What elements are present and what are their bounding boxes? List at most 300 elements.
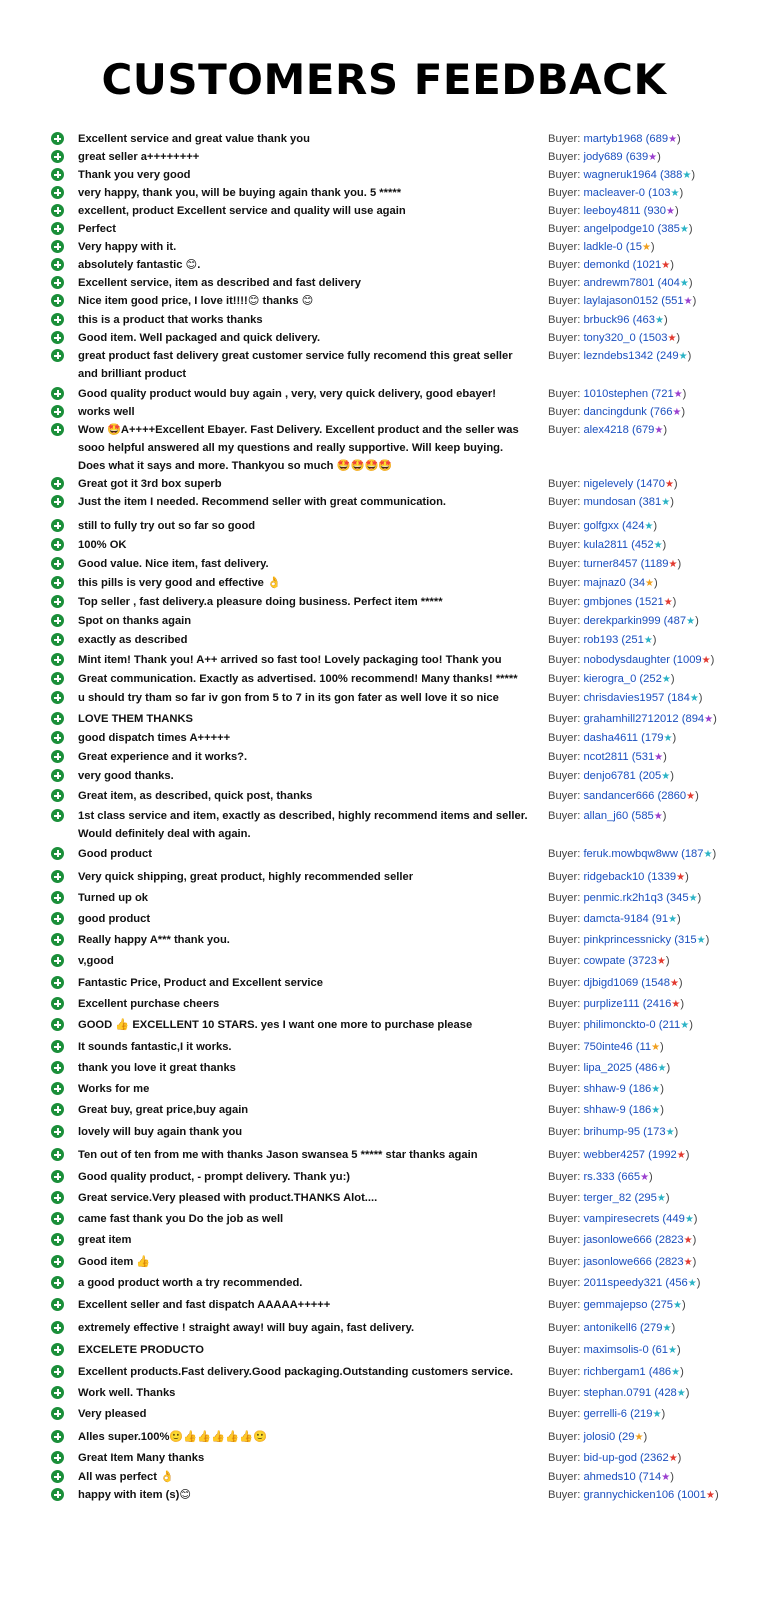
buyer-username-link[interactable]: denjo6781 xyxy=(583,770,636,782)
positive-feedback-icon xyxy=(51,1470,64,1483)
buyer-username-link[interactable]: rob193 xyxy=(583,634,619,646)
buyer-prefix: Buyer: xyxy=(548,732,584,744)
feedback-score[interactable]: 385 xyxy=(661,223,680,235)
feedback-score[interactable]: 428 xyxy=(658,1387,677,1399)
buyer-prefix: Buyer: xyxy=(548,332,584,344)
buyer-username-link[interactable]: turner8457 xyxy=(583,558,638,570)
positive-feedback-icon xyxy=(51,1407,64,1420)
buyer-username-link[interactable]: ahmeds10 xyxy=(583,1471,636,1483)
feedback-comment: v,good xyxy=(78,955,114,967)
buyer-prefix: Buyer: xyxy=(548,634,584,646)
score-close-paren: ) xyxy=(676,332,681,344)
star-icon: ★ xyxy=(669,978,679,989)
feedback-score[interactable]: 1470 xyxy=(640,478,665,490)
score-open-paren: ( xyxy=(660,615,668,627)
buyer-prefix: Buyer: xyxy=(548,496,584,508)
buyer-username-link[interactable]: shhaw-9 xyxy=(583,1083,626,1095)
buyer-username-link[interactable]: sandancer666 xyxy=(583,790,655,802)
buyer-username-link[interactable]: brbuck96 xyxy=(583,314,630,326)
positive-feedback-icon xyxy=(51,891,64,904)
feedback-score[interactable]: 61 xyxy=(655,1344,669,1356)
buyer-username-link[interactable]: grahamhill2712012 xyxy=(583,713,679,725)
feedback-score[interactable]: 1992 xyxy=(651,1149,677,1161)
positive-feedback-icon xyxy=(51,519,64,532)
buyer-info xyxy=(548,1146,689,1165)
feedback-comment: works well xyxy=(78,406,135,418)
score-close-paren: ) xyxy=(685,871,689,883)
score-close-paren: ) xyxy=(693,1213,698,1225)
buyer-username-link[interactable]: jolosi0 xyxy=(583,1431,616,1443)
buyer-prefix: Buyer: xyxy=(548,934,584,946)
feedback-score[interactable]: 381 xyxy=(642,496,662,508)
feedback-score[interactable]: 1009 xyxy=(676,654,702,666)
feedback-comment: very happy, thank you, will be buying again thank you. 5 ***** xyxy=(78,187,402,199)
buyer-username-link[interactable]: vampiresecrets xyxy=(583,1213,660,1225)
positive-feedback-icon xyxy=(51,954,64,967)
buyer-username-link[interactable]: leeboy4811 xyxy=(583,205,641,217)
feedback-comment: Works for me xyxy=(78,1083,150,1095)
buyer-username-link[interactable]: ladkle-0 xyxy=(583,241,623,253)
feedback-comment: Good value. Nice item, fast delivery. xyxy=(78,558,269,570)
buyer-username-link[interactable]: tony320_0 xyxy=(583,332,636,344)
buyer-username-link[interactable]: gmbjones xyxy=(583,596,632,608)
feedback-score[interactable]: 487 xyxy=(667,615,687,627)
buyer-username-link[interactable]: 1010stephen xyxy=(583,388,649,400)
buyer-prefix: Buyer: xyxy=(548,539,584,551)
feedback-score[interactable]: 219 xyxy=(633,1408,653,1420)
positive-feedback-icon xyxy=(51,477,64,490)
buyer-prefix: Buyer: xyxy=(548,151,584,163)
buyer-username-link[interactable]: golfgxx xyxy=(583,520,619,532)
feedback-comment: Excellent purchase cheers xyxy=(78,998,220,1010)
score-close-paren: ) xyxy=(673,478,678,490)
buyer-username-link[interactable]: rs.333 xyxy=(583,1171,615,1183)
score-open-paren: ( xyxy=(678,713,686,725)
feedback-score[interactable]: 1001 xyxy=(681,1489,706,1501)
feedback-score[interactable]: 2860 xyxy=(661,790,687,802)
feedback-score[interactable]: 679 xyxy=(635,424,655,436)
feedback-score[interactable]: 1548 xyxy=(645,977,670,989)
positive-feedback-icon xyxy=(51,1148,64,1161)
buyer-username-link[interactable]: richbergam1 xyxy=(583,1366,646,1378)
star-icon: ★ xyxy=(686,616,696,627)
feedback-score[interactable]: 1339 xyxy=(651,871,677,883)
buyer-info xyxy=(548,1059,670,1078)
feedback-score[interactable]: 3723 xyxy=(631,955,657,967)
buyer-username-link[interactable]: cowpate xyxy=(583,955,626,967)
score-close-paren: ) xyxy=(677,913,681,925)
buyer-username-link[interactable]: ncot2811 xyxy=(583,751,629,763)
positive-feedback-icon xyxy=(51,1343,64,1356)
star-icon: ★ xyxy=(656,1193,666,1204)
buyer-username-link[interactable]: derekparkin999 xyxy=(583,615,661,627)
positive-feedback-icon xyxy=(51,387,64,400)
star-icon: ★ xyxy=(651,1042,661,1053)
star-icon: ★ xyxy=(651,1105,661,1116)
score-open-paren: ( xyxy=(663,892,670,904)
feedback-score[interactable]: 186 xyxy=(632,1104,652,1116)
feedback-score[interactable]: 2823 xyxy=(658,1234,684,1246)
buyer-username-link[interactable]: martyb1968 xyxy=(583,133,643,145)
feedback-score[interactable]: 689 xyxy=(649,133,669,145)
feedback-score[interactable]: 463 xyxy=(636,314,655,326)
buyer-username-link[interactable]: webber4257 xyxy=(583,1149,646,1161)
star-icon: ★ xyxy=(653,540,663,551)
feedback-score[interactable]: 275 xyxy=(654,1299,674,1311)
score-close-paren: ) xyxy=(705,934,710,946)
buyer-username-link[interactable]: bid-up-god xyxy=(583,1452,637,1464)
score-close-paren: ) xyxy=(697,892,702,904)
buyer-username-link[interactable]: majnaz0 xyxy=(583,577,626,589)
buyer-info xyxy=(548,1231,696,1250)
feedback-score[interactable]: 665 xyxy=(621,1171,641,1183)
positive-feedback-icon xyxy=(51,1321,64,1334)
buyer-username-link[interactable]: purplize111 xyxy=(583,998,640,1010)
buyer-prefix: Buyer: xyxy=(548,1083,584,1095)
score-open-paren: ( xyxy=(659,1213,667,1225)
feedback-comment: Excellent seller and fast dispatch AAAAA+++++ xyxy=(78,1299,331,1311)
score-open-paren: ( xyxy=(635,770,643,782)
buyer-info xyxy=(548,729,676,748)
feedback-score[interactable]: 295 xyxy=(638,1192,657,1204)
buyer-prefix: Buyer: xyxy=(548,1256,584,1268)
buyer-username-link[interactable]: angelpodge10 xyxy=(583,223,655,235)
star-icon: ★ xyxy=(678,351,688,362)
buyer-username-link[interactable]: macleaver-0 xyxy=(583,187,646,199)
feedback-score[interactable]: 1503 xyxy=(642,332,668,344)
score-close-paren: ) xyxy=(660,1083,664,1095)
feedback-score[interactable]: 639 xyxy=(629,151,649,163)
score-open-paren: ( xyxy=(654,223,662,235)
buyer-info xyxy=(548,1016,693,1035)
buyer-username-link[interactable]: laylajason0152 xyxy=(583,295,659,307)
buyer-username-link[interactable]: kierogra_0 xyxy=(583,673,637,685)
buyer-username-link[interactable]: lipa_2025 xyxy=(583,1062,632,1074)
buyer-username-link[interactable]: terger_82 xyxy=(583,1192,632,1204)
buyer-prefix: Buyer: xyxy=(548,133,584,145)
score-close-paren: ) xyxy=(670,1471,674,1483)
buyer-info xyxy=(548,274,693,293)
buyer-username-link[interactable]: dasha4611 xyxy=(583,732,638,744)
feedback-score[interactable]: 766 xyxy=(653,406,673,418)
buyer-username-link[interactable]: pinkprincessnicky xyxy=(583,934,672,946)
score-open-paren: ( xyxy=(640,1126,647,1138)
score-close-paren: ) xyxy=(714,1489,719,1501)
positive-feedback-icon xyxy=(51,1170,64,1183)
feedback-comment: Excellent service and great value thank you xyxy=(78,133,310,145)
feedback-score[interactable]: 249 xyxy=(659,350,679,362)
feedback-score[interactable]: 531 xyxy=(635,751,655,763)
buyer-info xyxy=(548,148,661,167)
feedback-score[interactable]: 251 xyxy=(625,634,644,646)
feedback-score[interactable]: 15 xyxy=(629,241,642,253)
score-close-paren: ) xyxy=(666,1062,671,1074)
star-icon: ★ xyxy=(668,914,678,925)
feedback-score[interactable]: 486 xyxy=(652,1366,672,1378)
feedback-score[interactable]: 187 xyxy=(684,848,704,860)
feedback-comment: exactly as described xyxy=(78,634,188,646)
feedback-score[interactable]: 252 xyxy=(643,673,662,685)
buyer-prefix: Buyer: xyxy=(548,223,584,235)
positive-feedback-icon xyxy=(51,870,64,883)
buyer-username-link[interactable]: 750inte46 xyxy=(583,1041,633,1053)
feedback-score[interactable]: 424 xyxy=(625,520,645,532)
star-icon: ★ xyxy=(671,1367,681,1378)
buyer-username-link[interactable]: jody689 xyxy=(583,151,623,163)
buyer-prefix: Buyer: xyxy=(548,558,584,570)
feedback-comment: LOVE THEM THANKS xyxy=(78,713,193,725)
buyer-prefix: Buyer: xyxy=(548,692,584,704)
feedback-score[interactable]: 404 xyxy=(661,277,680,289)
score-open-paren: ( xyxy=(636,673,644,685)
star-icon: ★ xyxy=(706,1490,715,1501)
score-open-paren: ( xyxy=(677,848,685,860)
feedback-score[interactable]: 452 xyxy=(634,539,654,551)
feedback-score[interactable]: 179 xyxy=(644,732,664,744)
buyer-username-link[interactable]: mundosan xyxy=(583,496,636,508)
feedback-comment: 100% OK xyxy=(78,539,127,551)
buyer-prefix: Buyer: xyxy=(548,977,584,989)
positive-feedback-icon xyxy=(51,240,64,253)
buyer-info xyxy=(548,311,668,330)
buyer-username-link[interactable]: jasonlowe666 xyxy=(583,1234,652,1246)
score-close-paren: ) xyxy=(652,634,657,646)
star-icon: ★ xyxy=(667,333,677,344)
buyer-prefix: Buyer: xyxy=(548,1041,584,1053)
positive-feedback-icon xyxy=(51,1061,64,1074)
feedback-score[interactable]: 585 xyxy=(635,810,654,822)
feedback-score[interactable]: 1021 xyxy=(636,259,662,271)
buyer-info xyxy=(548,347,691,366)
buyer-prefix: Buyer: xyxy=(548,1452,584,1464)
score-open-paren: ( xyxy=(654,790,662,802)
buyer-info xyxy=(548,1428,647,1447)
feedback-score[interactable]: 11 xyxy=(639,1041,652,1053)
buyer-username-link[interactable]: wagneruk1964 xyxy=(583,169,657,181)
buyer-prefix: Buyer: xyxy=(548,314,584,326)
score-close-paren: ) xyxy=(712,848,717,860)
score-close-paren: ) xyxy=(713,713,717,725)
feedback-score[interactable]: 29 xyxy=(622,1431,635,1443)
feedback-score[interactable]: 721 xyxy=(655,388,674,400)
positive-feedback-icon xyxy=(51,1276,64,1289)
score-close-paren: ) xyxy=(663,424,668,436)
feedback-score[interactable]: 2416 xyxy=(646,998,672,1010)
feedback-score[interactable]: 205 xyxy=(642,770,662,782)
star-icon: ★ xyxy=(648,152,658,163)
score-open-paren: ( xyxy=(636,1452,644,1464)
feedback-score[interactable]: 173 xyxy=(646,1126,666,1138)
buyer-info xyxy=(548,555,681,574)
buyer-username-link[interactable]: gerrelli-6 xyxy=(583,1408,627,1420)
buyer-info xyxy=(548,1363,684,1382)
buyer-username-link[interactable]: nobodysdaughter xyxy=(583,654,670,666)
buyer-prefix: Buyer: xyxy=(548,1171,584,1183)
score-open-paren: ( xyxy=(664,692,672,704)
buyer-info xyxy=(548,256,674,275)
feedback-score[interactable]: 388 xyxy=(663,169,683,181)
feedback-score[interactable]: 1521 xyxy=(638,596,664,608)
positive-feedback-icon xyxy=(51,557,64,570)
feedback-score[interactable]: 2362 xyxy=(643,1452,669,1464)
feedback-score[interactable]: 211 xyxy=(662,1019,681,1031)
positive-feedback-icon xyxy=(51,672,64,685)
score-close-paren: ) xyxy=(691,169,696,181)
buyer-info xyxy=(548,292,696,311)
feedback-comment: Top seller , fast delivery.a pleasure doing business. Perfect item ***** xyxy=(78,596,443,608)
buyer-username-link[interactable]: brihump-95 xyxy=(583,1126,641,1138)
feedback-score[interactable]: 2823 xyxy=(658,1256,684,1268)
star-icon: ★ xyxy=(641,242,651,253)
feedback-score[interactable]: 184 xyxy=(671,692,690,704)
star-icon: ★ xyxy=(676,872,686,883)
positive-feedback-icon xyxy=(51,1430,64,1443)
score-open-paren: ( xyxy=(614,1171,622,1183)
feedback-comment: a good product worth a try recommended. xyxy=(78,1277,303,1289)
feedback-score[interactable]: 91 xyxy=(655,913,669,925)
feedback-comment: excellent, product Excellent service and quality will use again xyxy=(78,205,406,217)
score-close-paren: ) xyxy=(653,520,658,532)
buyer-prefix: Buyer: xyxy=(548,520,584,532)
buyer-info xyxy=(548,403,685,422)
buyer-username-link[interactable]: allan_j60 xyxy=(583,810,629,822)
score-open-paren: ( xyxy=(646,406,654,418)
buyer-username-link[interactable]: feruk.mowbqw8ww xyxy=(583,848,678,860)
star-icon: ★ xyxy=(663,597,673,608)
buyer-prefix: Buyer: xyxy=(548,259,584,271)
buyer-info xyxy=(548,220,693,239)
score-open-paren: ( xyxy=(625,955,632,967)
buyer-info xyxy=(548,787,699,806)
positive-feedback-icon xyxy=(51,789,64,802)
feedback-score[interactable]: 315 xyxy=(677,934,697,946)
buyer-info xyxy=(548,631,657,650)
buyer-info xyxy=(548,612,699,631)
star-icon: ★ xyxy=(683,296,693,307)
feedback-score[interactable]: 551 xyxy=(664,295,684,307)
star-icon: ★ xyxy=(645,578,655,589)
feedback-score[interactable]: 34 xyxy=(632,577,646,589)
score-close-paren: ) xyxy=(692,1256,697,1268)
buyer-username-link[interactable]: kula2811 xyxy=(583,539,629,551)
feedback-score[interactable]: 714 xyxy=(642,1471,662,1483)
buyer-info xyxy=(548,493,674,512)
feedback-comment: Fantastic Price, Product and Excellent service xyxy=(78,977,323,989)
feedback-score[interactable]: 449 xyxy=(666,1213,685,1225)
buyer-prefix: Buyer: xyxy=(548,1408,584,1420)
buyer-info xyxy=(548,1468,674,1487)
buyer-username-link[interactable]: stephan.0791 xyxy=(583,1387,652,1399)
star-icon: ★ xyxy=(682,170,692,181)
buyer-username-link[interactable]: djbigd1069 xyxy=(583,977,639,989)
feedback-comment: EXCELETE PRODUCTO xyxy=(78,1344,204,1356)
buyer-username-link[interactable]: chrisdavies1957 xyxy=(583,692,665,704)
score-open-paren: ( xyxy=(628,539,635,551)
score-open-paren: ( xyxy=(632,1041,640,1053)
score-open-paren: ( xyxy=(629,259,637,271)
feedback-score[interactable]: 930 xyxy=(647,205,666,217)
buyer-username-link[interactable]: ridgeback10 xyxy=(583,871,645,883)
positive-feedback-icon xyxy=(51,712,64,725)
buyer-username-link[interactable]: andrewm7801 xyxy=(583,277,655,289)
buyer-info xyxy=(548,1101,664,1120)
score-open-paren: ( xyxy=(651,1387,659,1399)
score-close-paren: ) xyxy=(670,496,674,508)
feedback-score[interactable]: 486 xyxy=(638,1062,658,1074)
buyer-prefix: Buyer: xyxy=(548,205,584,217)
score-open-paren: ( xyxy=(655,1019,663,1031)
feedback-score[interactable]: 1189 xyxy=(644,558,669,570)
feedback-comment: Good product xyxy=(78,848,152,860)
feedback-comment: Great item, as described, quick post, thanks xyxy=(78,790,313,802)
buyer-username-link[interactable]: demonkd xyxy=(583,259,630,271)
buyer-username-link[interactable]: penmic.rk2h1q3 xyxy=(583,892,664,904)
buyer-username-link[interactable]: shhaw-9 xyxy=(583,1104,626,1116)
star-icon: ★ xyxy=(673,389,683,400)
buyer-prefix: Buyer: xyxy=(548,751,584,763)
feedback-comment: still to fully try out so far so good xyxy=(78,520,256,532)
positive-feedback-icon xyxy=(51,750,64,763)
feedback-score[interactable]: 345 xyxy=(669,892,689,904)
buyer-username-link[interactable]: alex4218 xyxy=(583,424,629,436)
feedback-score[interactable]: 103 xyxy=(651,187,671,199)
feedback-score[interactable]: 186 xyxy=(632,1083,652,1095)
feedback-score[interactable]: 279 xyxy=(643,1322,663,1334)
buyer-prefix: Buyer: xyxy=(548,1344,584,1356)
buyer-username-link[interactable]: dancingdunk xyxy=(583,406,647,418)
buyer-info xyxy=(548,1080,664,1099)
buyer-username-link[interactable]: lezndebs1342 xyxy=(583,350,654,362)
buyer-prefix: Buyer: xyxy=(548,388,584,400)
positive-feedback-icon xyxy=(51,168,64,181)
feedback-score[interactable]: 456 xyxy=(669,1277,688,1289)
buyer-prefix: Buyer: xyxy=(548,1431,584,1443)
score-close-paren: ) xyxy=(662,810,667,822)
buyer-username-link[interactable]: grannychicken106 xyxy=(583,1489,675,1501)
positive-feedback-icon xyxy=(51,595,64,608)
buyer-info xyxy=(548,329,680,348)
score-open-paren: ( xyxy=(674,1489,682,1501)
buyer-prefix: Buyer: xyxy=(548,1234,584,1246)
feedback-comment: very good thanks. xyxy=(78,770,174,782)
feedback-comment: Just the item I needed. Recommend seller with great communication. xyxy=(78,496,447,508)
buyer-username-link[interactable]: antonikell6 xyxy=(583,1322,637,1334)
buyer-username-link[interactable]: philimonckto-0 xyxy=(583,1019,656,1031)
buyer-prefix: Buyer: xyxy=(548,1062,584,1074)
buyer-username-link[interactable]: maximsolis-0 xyxy=(583,1344,649,1356)
positive-feedback-icon xyxy=(51,258,64,271)
feedback-comment: Thank you very good xyxy=(78,169,191,181)
star-icon: ★ xyxy=(696,935,706,946)
positive-feedback-icon xyxy=(51,495,64,508)
score-close-paren: ) xyxy=(688,277,693,289)
score-open-paren: ( xyxy=(626,1408,634,1420)
score-open-paren: ( xyxy=(628,424,636,436)
score-close-paren: ) xyxy=(670,259,674,271)
score-open-paren: ( xyxy=(635,332,643,344)
buyer-username-link[interactable]: gemmajepso xyxy=(583,1299,648,1311)
buyer-username-link[interactable]: 2011speedy321 xyxy=(583,1277,663,1289)
buyer-username-link[interactable]: jasonlowe666 xyxy=(583,1256,652,1268)
buyer-username-link[interactable]: damcta-9184 xyxy=(583,913,649,925)
feedback-score[interactable]: 894 xyxy=(685,713,705,725)
star-icon: ★ xyxy=(701,655,711,666)
positive-feedback-icon xyxy=(51,186,64,199)
feedback-comment: Very happy with it. xyxy=(78,241,177,253)
score-open-paren: ( xyxy=(628,810,636,822)
buyer-username-link[interactable]: nigelevely xyxy=(583,478,634,490)
score-open-paren: ( xyxy=(631,596,639,608)
